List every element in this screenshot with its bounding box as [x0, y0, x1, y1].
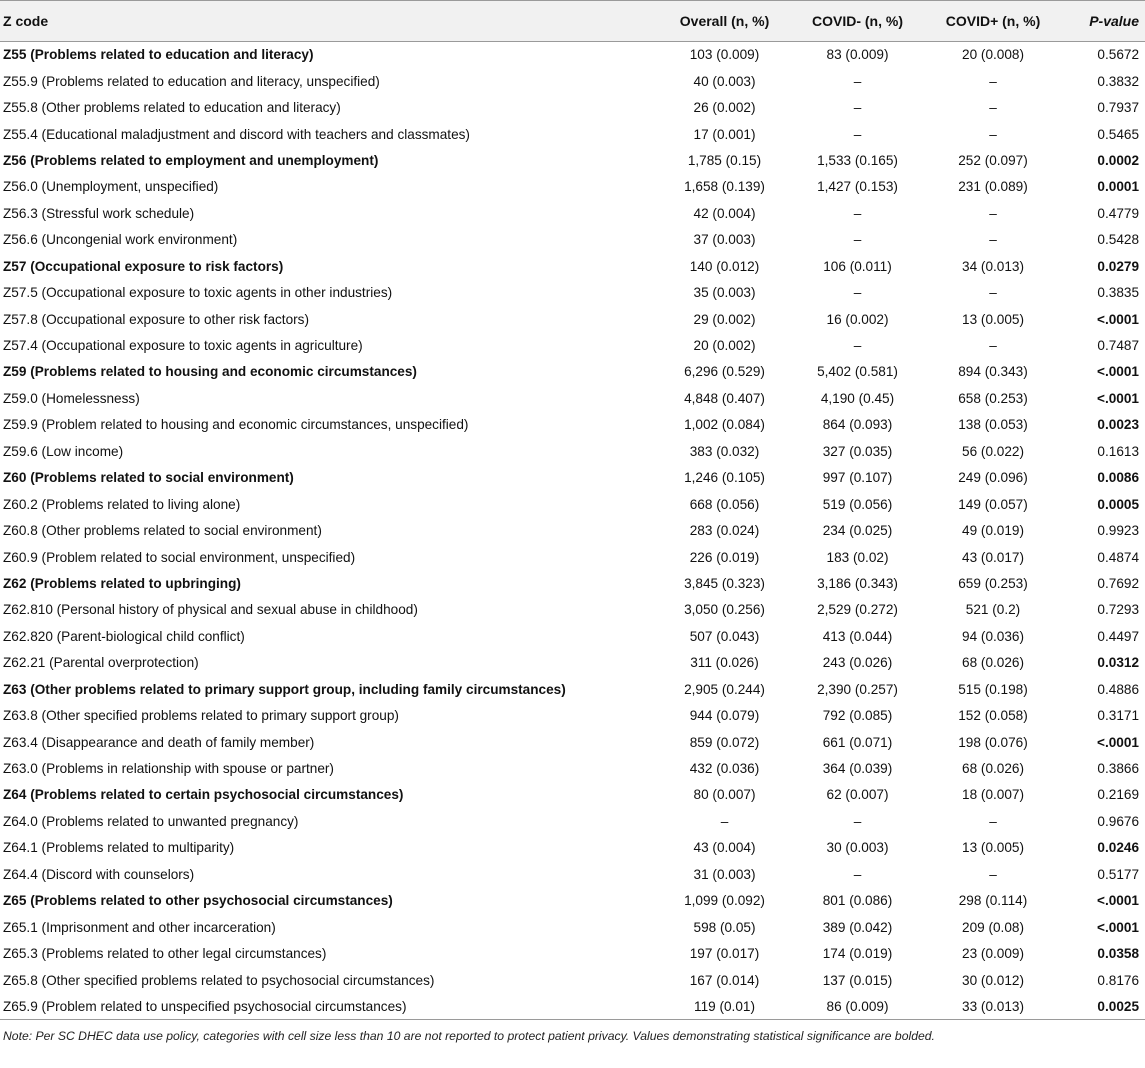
cell-covid-negative: 413 (0.044): [822, 628, 893, 644]
cell-z-code: [0, 200, 658, 226]
cell-covid-positive: 149 (0.057): [958, 496, 1028, 512]
table-row: [0, 68, 1145, 94]
cell-z-code: [0, 253, 658, 279]
cell-covid-positive: 521 (0.2): [965, 602, 1021, 618]
cell-z-code: [0, 42, 658, 68]
cell-z-code: [0, 517, 658, 543]
z-code-subcategory-label: Z55.8 (Other problems related to education and literacy): [3, 100, 341, 116]
cell-p-value: 0.7692: [1097, 575, 1139, 591]
cell-p-value: <.0001: [1097, 734, 1139, 750]
z-code-subcategory-label: Z64.4 (Discord with counselors): [3, 866, 195, 882]
cell-overall: 17 (0.001): [693, 126, 756, 142]
cell-overall: 80 (0.007): [693, 787, 756, 803]
z-code-subcategory-label: Z65.1 (Imprisonment and other incarceration): [3, 919, 276, 935]
cell-covid-positive: 23 (0.009): [962, 946, 1024, 962]
cell-overall: 1,785 (0.15): [687, 152, 762, 168]
cell-covid-positive: –: [989, 73, 997, 89]
cell-z-code: [0, 306, 658, 332]
table-row: [0, 597, 1145, 623]
cell-overall: 311 (0.026): [690, 655, 759, 671]
cell-covid-negative: 106 (0.011): [823, 258, 892, 274]
table-row: [0, 438, 1145, 464]
cell-covid-negative: 519 (0.056): [822, 496, 893, 512]
cell-overall: 31 (0.003): [693, 866, 756, 882]
cell-p-value: 0.5428: [1097, 232, 1139, 248]
cell-covid-negative: –: [853, 285, 862, 301]
cell-overall: 29 (0.002): [693, 311, 756, 327]
cell-covid-negative: –: [853, 73, 862, 89]
cell-p-value: 0.4779: [1097, 205, 1139, 221]
cell-covid-negative: –: [853, 813, 862, 829]
cell-covid-positive: 20 (0.008): [962, 47, 1024, 63]
cell-covid-positive: 249 (0.096): [958, 470, 1028, 486]
cell-z-code: [0, 782, 658, 808]
cell-covid-negative: –: [853, 232, 862, 248]
cell-p-value: 0.0279: [1097, 258, 1139, 274]
cell-covid-positive: 515 (0.198): [958, 681, 1028, 697]
cell-overall: 598 (0.05): [693, 919, 756, 935]
cell-covid-negative: 62 (0.007): [826, 787, 889, 803]
cell-p-value: 0.5177: [1097, 866, 1139, 882]
table-row: [0, 888, 1145, 914]
table-row: [0, 359, 1145, 385]
cell-overall: 43 (0.004): [693, 840, 756, 856]
z-code-subcategory-label: Z59.9 (Problem related to housing and economic circumstances, unspecified): [3, 417, 469, 433]
cell-covid-positive: 68 (0.026): [962, 655, 1024, 671]
cell-covid-negative: 174 (0.019): [822, 946, 893, 962]
cell-covid-positive: 659 (0.253): [958, 575, 1028, 591]
cell-p-value: 0.0358: [1097, 946, 1139, 962]
cell-covid-positive: 152 (0.058): [958, 708, 1028, 724]
cell-z-code: [0, 914, 658, 940]
cell-z-code: [0, 174, 658, 200]
cell-p-value: 0.4497: [1097, 628, 1139, 644]
table-row: [0, 729, 1145, 755]
cell-overall: 283 (0.024): [689, 523, 760, 539]
z-code-subcategory-label: Z59.0 (Homelessness): [3, 390, 140, 406]
cell-covid-negative: 801 (0.086): [822, 893, 893, 909]
header-covid-negative: COVID- (n, %): [791, 1, 924, 42]
cell-p-value: 0.7937: [1097, 100, 1139, 116]
table-row: [0, 200, 1145, 226]
cell-overall: 103 (0.009): [689, 47, 760, 63]
cell-overall: 226 (0.019): [689, 549, 760, 565]
z-code-subcategory-label: Z57.4 (Occupational exposure to toxic agents in agriculture): [3, 338, 363, 354]
cell-z-code: [0, 808, 658, 834]
cell-covid-negative: 389 (0.042): [822, 919, 893, 935]
cell-z-code: [0, 465, 658, 491]
cell-overall: 26 (0.002): [693, 100, 756, 116]
cell-z-code: [0, 993, 658, 1019]
cell-overall: 197 (0.017): [689, 946, 760, 962]
z-code-subcategory-label: Z55.4 (Educational maladjustment and discord with teachers and classmates): [3, 126, 470, 142]
z-code-subcategory-label: Z60.2 (Problems related to living alone): [3, 496, 241, 512]
cell-covid-positive: 209 (0.08): [962, 919, 1024, 935]
cell-covid-negative: 864 (0.093): [822, 417, 893, 433]
cell-covid-negative: 2,390 (0.257): [817, 681, 898, 697]
table-row: [0, 332, 1145, 358]
table-header: [0, 1, 1145, 42]
cell-covid-positive: 30 (0.012): [962, 972, 1024, 988]
cell-overall: 1,002 (0.084): [684, 417, 765, 433]
table-row: [0, 385, 1145, 411]
cell-covid-negative: 1,427 (0.153): [817, 179, 898, 195]
z-code-subcategory-label: Z60.9 (Problem related to social environment, unspecified): [3, 549, 356, 565]
cell-z-code: [0, 412, 658, 438]
table-row: [0, 517, 1145, 543]
table-row: [0, 174, 1145, 200]
cell-covid-negative: 16 (0.002): [826, 311, 889, 327]
cell-z-code: [0, 940, 658, 966]
cell-covid-negative: 2,529 (0.272): [817, 602, 898, 618]
cell-overall: 2,905 (0.244): [684, 681, 765, 697]
cell-overall: 507 (0.043): [689, 628, 760, 644]
z-code-category-label: Z59 (Problems related to housing and economic circumstances): [3, 364, 417, 380]
z-code-subcategory-label: Z62.810 (Personal history of physical and sexual abuse in childhood): [3, 602, 418, 618]
cell-p-value: 0.0023: [1097, 417, 1139, 433]
cell-p-value: 0.3866: [1097, 761, 1139, 777]
cell-z-code: [0, 755, 658, 781]
table-row: [0, 279, 1145, 305]
cell-p-value: 0.0002: [1097, 152, 1139, 168]
cell-overall: 3,845 (0.323): [684, 575, 765, 591]
z-code-subcategory-label: Z56.6 (Uncongenial work environment): [3, 232, 238, 248]
cell-covid-positive: –: [989, 813, 997, 829]
cell-covid-negative: 243 (0.026): [822, 655, 893, 671]
cell-covid-positive: 13 (0.005): [962, 311, 1024, 327]
cell-p-value: <.0001: [1097, 364, 1139, 380]
cell-p-value: 0.0086: [1097, 470, 1139, 486]
table-row: [0, 121, 1145, 147]
table-row: [0, 702, 1145, 728]
cell-p-value: 0.5465: [1097, 126, 1139, 142]
z-code-category-label: Z62 (Problems related to upbringing): [3, 575, 241, 591]
cell-overall: 6,296 (0.529): [684, 364, 765, 380]
z-code-category-label: Z63 (Other problems related to primary support group, including family circumstances): [3, 681, 566, 697]
table-row: [0, 253, 1145, 279]
cell-overall: 944 (0.079): [689, 708, 760, 724]
cell-z-code: [0, 967, 658, 993]
cell-covid-positive: 231 (0.089): [958, 179, 1028, 195]
table-row: [0, 755, 1145, 781]
z-code-subcategory-label: Z59.6 (Low income): [3, 443, 124, 459]
cell-z-code: [0, 544, 658, 570]
table-row: [0, 623, 1145, 649]
header-covid-positive: COVID+ (n, %): [924, 1, 1062, 42]
cell-covid-positive: 18 (0.007): [962, 787, 1024, 803]
table-row: [0, 835, 1145, 861]
cell-p-value: 0.9923: [1097, 523, 1139, 539]
cell-covid-negative: –: [853, 205, 862, 221]
z-code-subcategory-label: Z64.0 (Problems related to unwanted pregnancy): [3, 813, 299, 829]
cell-p-value: 0.8176: [1097, 972, 1139, 988]
z-code-category-label: Z60 (Problems related to social environment): [3, 470, 294, 486]
table-row: [0, 42, 1145, 68]
cell-z-code: [0, 147, 658, 173]
cell-overall: 1,099 (0.092): [684, 893, 765, 909]
table-row: [0, 940, 1145, 966]
cell-z-code: [0, 438, 658, 464]
cell-z-code: [0, 835, 658, 861]
cell-covid-negative: 86 (0.009): [791, 993, 924, 1019]
z-code-category-label: Z55 (Problems related to education and literacy): [3, 47, 314, 63]
cell-covid-negative: 792 (0.085): [822, 708, 893, 724]
cell-p-value: 0.4874: [1097, 549, 1139, 565]
cell-overall: 383 (0.032): [689, 443, 760, 459]
table-row: [0, 782, 1145, 808]
cell-covid-negative: 661 (0.071): [822, 734, 893, 750]
cell-z-code: [0, 359, 658, 385]
cell-covid-positive: 43 (0.017): [962, 549, 1024, 565]
table-row: [0, 491, 1145, 517]
cell-z-code: [0, 729, 658, 755]
cell-covid-negative: 183 (0.02): [826, 549, 889, 565]
cell-overall: 859 (0.072): [689, 734, 760, 750]
cell-overall: 1,246 (0.105): [684, 470, 765, 486]
cell-covid-positive: –: [989, 285, 997, 301]
cell-covid-negative: 327 (0.035): [822, 443, 893, 459]
cell-p-value: 0.0246: [1097, 840, 1139, 856]
cell-p-value: 0.3835: [1097, 285, 1139, 301]
cell-p-value: 0.2169: [1097, 787, 1139, 803]
cell-z-code: [0, 121, 658, 147]
cell-covid-positive: 13 (0.005): [962, 840, 1024, 856]
cell-covid-positive: –: [989, 126, 997, 142]
table-row: [0, 676, 1145, 702]
cell-covid-positive: –: [989, 100, 997, 116]
z-code-subcategory-label: Z56.3 (Stressful work schedule): [3, 205, 195, 221]
z-code-subcategory-label: Z55.9 (Problems related to education and literacy, unspecified): [3, 73, 380, 89]
header-z-code: Z code: [0, 1, 658, 42]
cell-overall: 37 (0.003): [693, 232, 756, 248]
cell-covid-positive: 298 (0.114): [958, 893, 1028, 909]
cell-covid-positive: 252 (0.097): [958, 152, 1028, 168]
cell-p-value: <.0001: [1097, 893, 1139, 909]
table-row: [0, 544, 1145, 570]
header-p-value: P-value: [1062, 1, 1145, 42]
cell-covid-negative: 4,190 (0.45): [820, 390, 895, 406]
cell-z-code: [0, 491, 658, 517]
table-footnote: Note: Per SC DHEC data use policy, categories with cell size less than 10 are not reported to protect patient privacy. Values demonstrating statistical significance are bolded.: [3, 1029, 935, 1044]
z-code-category-label: Z65 (Problems related to other psychosocial circumstances): [3, 893, 393, 909]
cell-z-code: [0, 227, 658, 253]
cell-overall: 3,050 (0.256): [684, 602, 765, 618]
cell-z-code: [0, 623, 658, 649]
cell-p-value: 0.0001: [1097, 179, 1139, 195]
cell-overall: 668 (0.056): [689, 496, 760, 512]
cell-covid-positive: –: [989, 866, 997, 882]
table-row: [0, 808, 1145, 834]
table-row: [0, 465, 1145, 491]
cell-covid-negative: –: [853, 100, 862, 116]
z-code-subcategory-label: Z57.5 (Occupational exposure to toxic agents in other industries): [3, 285, 393, 301]
cell-z-code: [0, 676, 658, 702]
table-row: [0, 861, 1145, 887]
cell-covid-negative: 3,186 (0.343): [817, 575, 898, 591]
cell-p-value: 0.3171: [1097, 708, 1139, 724]
z-code-category-label: Z64 (Problems related to certain psychosocial circumstances): [3, 787, 404, 803]
cell-overall: 140 (0.012): [689, 258, 760, 274]
z-code-subcategory-label: Z63.8 (Other specified problems related to primary support group): [3, 708, 399, 724]
cell-z-code: [0, 279, 658, 305]
cell-covid-positive: –: [989, 232, 997, 248]
cell-covid-positive: 34 (0.013): [962, 258, 1024, 274]
cell-covid-negative: 83 (0.009): [826, 47, 889, 63]
cell-covid-positive: 56 (0.022): [962, 443, 1024, 459]
cell-overall: 42 (0.004): [693, 205, 756, 221]
table-row: [0, 914, 1145, 940]
cell-overall: 4,848 (0.407): [684, 390, 765, 406]
cell-p-value: 0.9676: [1097, 813, 1139, 829]
z-code-subcategory-label: Z65.8 (Other specified problems related to psychosocial circumstances): [3, 972, 435, 988]
cell-p-value: <.0001: [1097, 311, 1139, 327]
z-code-subcategory-label: Z65.9 (Problem related to unspecified psychosocial circumstances): [3, 998, 407, 1014]
cell-covid-negative: 1,533 (0.165): [817, 152, 898, 168]
cell-covid-negative: 364 (0.039): [822, 761, 893, 777]
cell-p-value: 0.3832: [1097, 73, 1139, 89]
z-code-subcategory-label: Z65.3 (Problems related to other legal circumstances): [3, 946, 327, 962]
z-code-category-label: Z57 (Occupational exposure to risk factors): [3, 258, 284, 274]
header-row: [0, 1, 1145, 42]
cell-covid-positive: 49 (0.019): [962, 523, 1024, 539]
z-code-subcategory-label: Z63.4 (Disappearance and death of family member): [3, 734, 315, 750]
z-code-subcategory-label: Z62.21 (Parental overprotection): [3, 655, 199, 671]
z-code-subcategory-label: Z63.0 (Problems in relationship with spouse or partner): [3, 761, 334, 777]
cell-p-value: 0.5672: [1097, 47, 1139, 63]
table-row: [0, 993, 1145, 1019]
cell-overall: 40 (0.003): [693, 73, 756, 89]
table-row: [0, 227, 1145, 253]
cell-covid-negative: –: [853, 866, 862, 882]
cell-covid-negative: 234 (0.025): [822, 523, 893, 539]
cell-z-code: [0, 702, 658, 728]
cell-overall: 35 (0.003): [693, 285, 756, 301]
cell-covid-negative: 137 (0.015): [822, 972, 893, 988]
cell-p-value: 0.0312: [1097, 655, 1139, 671]
cell-z-code: [0, 94, 658, 120]
cell-covid-positive: 198 (0.076): [958, 734, 1028, 750]
cell-z-code: [0, 888, 658, 914]
cell-p-value: 0.0025: [1062, 993, 1145, 1019]
table-row: [0, 306, 1145, 332]
cell-z-code: [0, 650, 658, 676]
cell-overall: 432 (0.036): [689, 761, 760, 777]
cell-overall: 119 (0.01): [658, 993, 791, 1019]
table-body: [0, 42, 1145, 1020]
cell-p-value: <.0001: [1097, 919, 1139, 935]
cell-p-value: 0.7293: [1097, 602, 1139, 618]
cell-z-code: [0, 570, 658, 596]
cell-covid-negative: –: [853, 338, 862, 354]
cell-p-value: <.0001: [1097, 390, 1139, 406]
cell-covid-negative: 5,402 (0.581): [817, 364, 898, 380]
table-row: [0, 412, 1145, 438]
header-overall: Overall (n, %): [658, 1, 791, 42]
cell-covid-negative: 997 (0.107): [822, 470, 893, 486]
cell-p-value: 0.1613: [1097, 443, 1139, 459]
table-row: [0, 967, 1145, 993]
z-code-category-label: Z56 (Problems related to employment and unemployment): [3, 152, 379, 168]
cell-covid-positive: 33 (0.013): [924, 993, 1062, 1019]
table-row: [0, 570, 1145, 596]
cell-covid-positive: –: [989, 205, 997, 221]
cell-z-code: [0, 385, 658, 411]
cell-overall: 167 (0.014): [689, 972, 760, 988]
table-row: [0, 650, 1145, 676]
cell-covid-positive: 138 (0.053): [958, 417, 1028, 433]
cell-z-code: [0, 332, 658, 358]
cell-covid-negative: –: [853, 126, 862, 142]
z-code-subcategory-label: Z57.8 (Occupational exposure to other risk factors): [3, 311, 309, 327]
cell-covid-positive: –: [989, 338, 997, 354]
table-row: [0, 94, 1145, 120]
z-code-subcategory-label: Z64.1 (Problems related to multiparity): [3, 840, 235, 856]
cell-covid-positive: 658 (0.253): [958, 390, 1028, 406]
cell-covid-positive: 894 (0.343): [958, 364, 1028, 380]
cell-z-code: [0, 68, 658, 94]
cell-p-value: 0.7487: [1097, 338, 1139, 354]
z-code-subcategory-label: Z56.0 (Unemployment, unspecified): [3, 179, 219, 195]
cell-overall: 20 (0.002): [693, 338, 756, 354]
cell-p-value: 0.4886: [1097, 681, 1139, 697]
cell-covid-positive: 94 (0.036): [962, 628, 1024, 644]
cell-covid-positive: 68 (0.026): [962, 761, 1024, 777]
z-code-subcategory-label: Z60.8 (Other problems related to social environment): [3, 523, 322, 539]
cell-p-value: 0.0005: [1097, 496, 1139, 512]
table-row: [0, 147, 1145, 173]
cell-covid-negative: 30 (0.003): [826, 840, 889, 856]
cell-z-code: [0, 861, 658, 887]
cell-overall: –: [720, 813, 729, 829]
z-code-subcategory-label: Z62.820 (Parent-biological child conflict): [3, 628, 245, 644]
cell-overall: 1,658 (0.139): [684, 179, 765, 195]
cell-z-code: [0, 597, 658, 623]
